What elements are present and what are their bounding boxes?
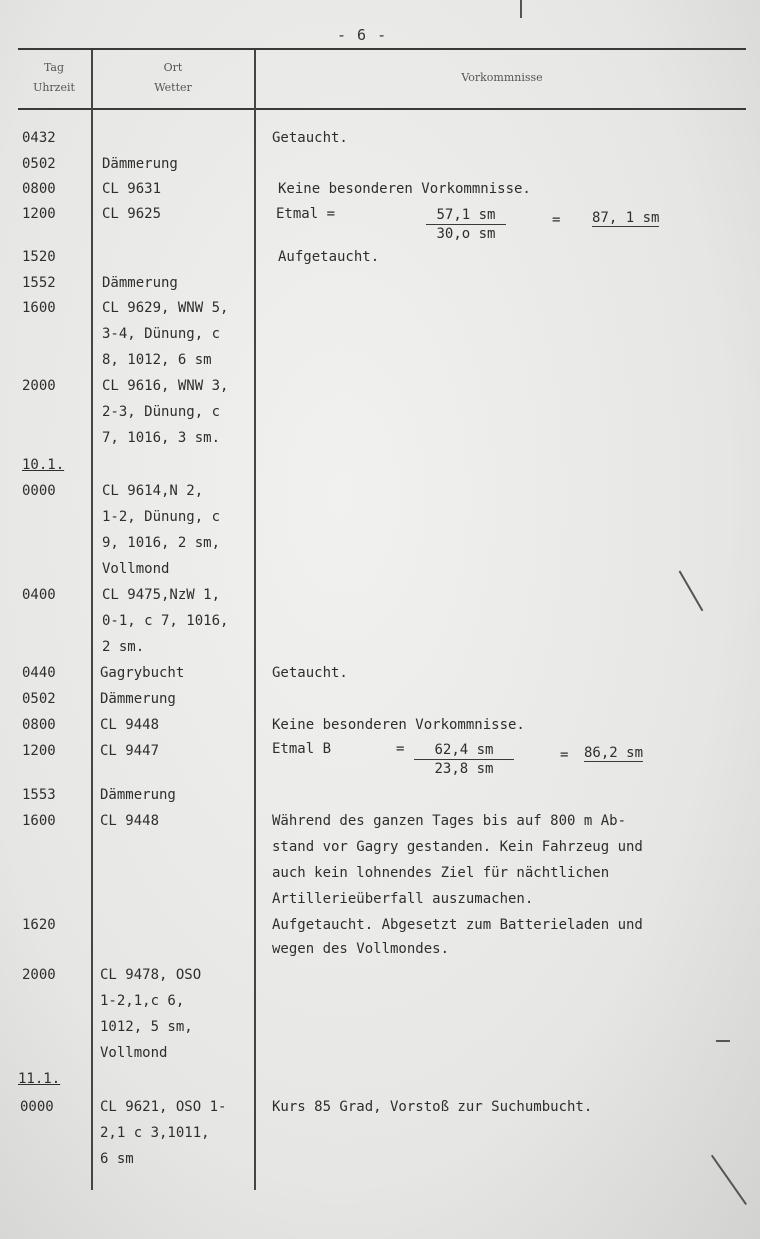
etmal-result: 87, 1 sm [592,210,660,226]
event-line: wegen des Vollmondes. [272,941,450,957]
place-line: Vollmond [100,1045,168,1061]
etmal-fraction [414,741,514,778]
event-line: Getaucht. [272,665,348,681]
place-line: CL 9447 [100,743,160,759]
page-number: - 6 - [337,26,388,44]
time-cell: 1620 [22,917,56,933]
time-cell: 1553 [22,787,56,803]
place-line: Dämmerung [100,691,176,707]
date-heading: 10.1. [22,457,65,473]
etmal-denominator: 30,o sm [436,226,496,242]
place-line: Dämmerung [100,787,176,803]
time-cell: 1552 [22,275,56,291]
column-divider-2 [254,50,256,1190]
place-line: CL 9478, OSO [100,967,202,983]
place-line: CL 9621, OSO 1- [100,1099,227,1115]
place-line: 2,1 c 3,1011, [100,1125,210,1141]
header-wetter: Wetter [154,81,192,94]
top-rule [18,48,746,50]
time-cell: 1600 [22,300,56,316]
etmal-label: Etmal B [272,741,332,757]
etmal-denominator: 23,8 sm [434,761,494,777]
place-line: 7, 1016, 3 sm. [102,430,221,446]
place-line: Dämmerung [102,156,178,172]
time-cell: 1520 [22,249,56,265]
event-line: Artillerieüberfall auszumachen. [272,891,534,907]
event-line: Kurs 85 Grad, Vorstoß zur Suchumbucht. [272,1099,593,1115]
header-vorkommnisse: Vorkommnisse [461,71,543,84]
event-line: Während des ganzen Tages bis auf 800 m Ab- [272,813,627,829]
place-line: 1-2, Dünung, c [102,509,221,525]
header-ort: Ort [163,61,183,74]
scan-mark [716,1040,730,1042]
place-line: 8, 1012, 6 sm [102,352,212,368]
place-line: CL 9475,NzW 1, [102,587,221,603]
event-line: Getaucht. [272,130,348,146]
place-line: Vollmond [102,561,170,577]
etmal-label: Etmal = [276,206,336,222]
place-line: Gagrybucht [100,665,185,681]
place-line: CL 9625 [102,206,162,222]
place-line: 9, 1016, 2 sm, [102,535,221,551]
place-line: CL 9629, WNW 5, [102,300,229,316]
place-line: 1-2,1,c 6, [100,993,185,1009]
header-ort-wetter [94,58,252,98]
place-line: 6 sm [100,1151,134,1167]
date-heading: 11.1. [18,1071,61,1087]
time-cell: 0502 [22,156,56,172]
etmal-calculation [272,741,692,785]
place-line: 2 sm. [102,639,145,655]
time-cell: 0432 [22,130,56,146]
time-cell: 1200 [22,206,56,222]
etmal-fraction [426,206,506,243]
place-line: CL 9631 [102,181,162,197]
place-line: CL 9448 [100,717,160,733]
etmal-result: 86,2 sm [584,745,644,761]
time-cell: 0440 [22,665,56,681]
time-cell: 0400 [22,587,56,603]
place-line: CL 9614,N 2, [102,483,204,499]
place-line: 3-4, Dünung, c [102,326,221,342]
etmal-equals: = [560,747,569,763]
event-line: Keine besonderen Vorkommnisse. [278,181,531,197]
scan-mark [679,571,703,612]
header-tag-uhrzeit [18,58,90,98]
event-line: auch kein lohnendes Ziel für nächtlichen [272,865,610,881]
place-line: 0-1, c 7, 1016, [102,613,229,629]
time-cell: 1600 [22,813,56,829]
time-cell: 2000 [22,967,56,983]
event-line: Aufgetaucht. Abgesetzt zum Batterieladen und [272,917,643,933]
scan-mark [520,0,522,18]
place-line: Dämmerung [102,275,178,291]
header-uhrzeit: Uhrzeit [33,81,75,94]
header-tag: Tag [43,61,65,74]
column-divider-1 [91,50,93,1190]
etmal-numerator: 62,4 sm [414,741,514,760]
time-cell: 2000 [22,378,56,394]
scan-mark [711,1155,747,1205]
etmal-equals: = [396,741,405,757]
place-line: 2-3, Dünung, c [102,404,221,420]
event-line: stand vor Gagry gestanden. Kein Fahrzeug und [272,839,643,855]
time-cell: 0000 [22,483,56,499]
event-line: Aufgetaucht. [278,249,380,265]
etmal-equals: = [552,212,561,228]
place-line: CL 9616, WNW 3, [102,378,229,394]
time-cell: 0800 [22,181,56,197]
event-line: Keine besonderen Vorkommnisse. [272,717,525,733]
time-cell: 0000 [20,1099,54,1115]
etmal-numerator: 57,1 sm [426,206,506,225]
time-cell: 1200 [22,743,56,759]
time-cell: 0502 [22,691,56,707]
time-cell: 0800 [22,717,56,733]
place-line: CL 9448 [100,813,160,829]
place-line: 1012, 5 sm, [100,1019,193,1035]
header-rule [18,108,746,110]
